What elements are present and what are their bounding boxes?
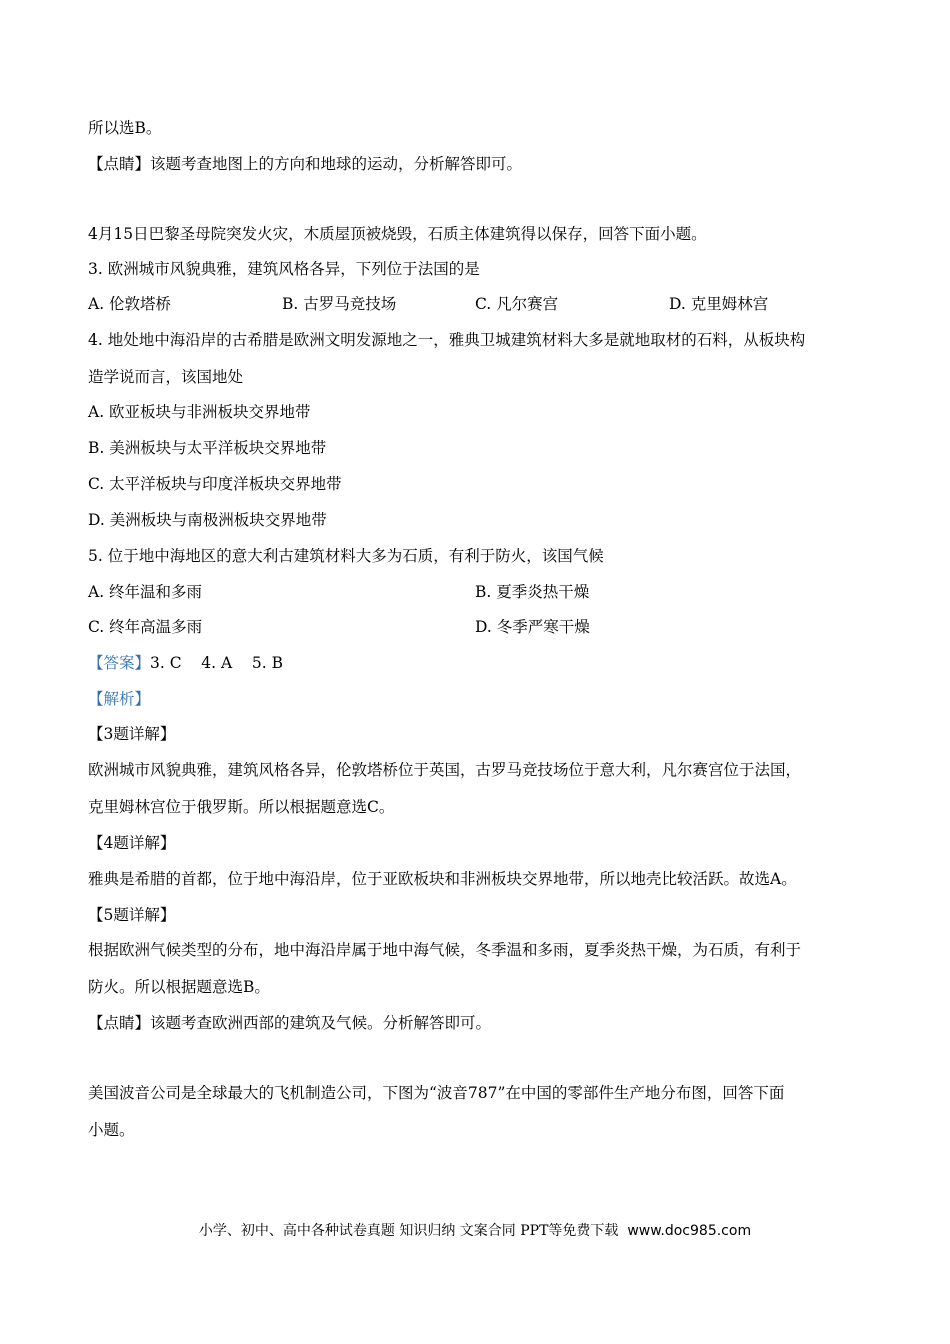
question-3-stem: 3. 欧洲城市风貌典雅，建筑风格各异，下列位于法国的是 xyxy=(88,260,480,278)
page-footer xyxy=(0,1222,950,1240)
detail-4-title: 【4题详解】 xyxy=(88,834,176,852)
detail-4-line1: 雅典是希腊的首都，位于地中海沿岸，位于亚欧板块和非洲板块交界地带，所以地壳比较活跃。故选A。 xyxy=(88,870,797,888)
previous-comment: 【点睛】该题考查地图上的方向和地球的运动，分析解答即可。 xyxy=(88,155,523,173)
q5-option-c: C. 终年高温多雨 xyxy=(88,618,203,636)
answer-label: 【答案】 xyxy=(88,654,151,672)
q3-option-c: C. 凡尔赛宫 xyxy=(475,295,559,313)
q3-option-d: D. 克里姆林宫 xyxy=(669,295,769,313)
analysis-label: 【解析】 xyxy=(88,690,151,708)
next-group-intro-line2: 小题。 xyxy=(88,1121,135,1139)
detail-3-title: 【3题详解】 xyxy=(88,725,176,743)
q5-option-a: A. 终年温和多雨 xyxy=(88,583,203,601)
q5-option-d: D. 冬季严寒干燥 xyxy=(475,618,590,636)
footer-url[interactable]: www.doc985.com xyxy=(627,1223,752,1239)
question-group-intro: 4月15日巴黎圣母院突发火灾，木质屋顶被烧毁，石质主体建筑得以保存，回答下面小题。 xyxy=(88,225,707,243)
question-4-stem-line2: 造学说而言，该国地处 xyxy=(88,368,244,386)
next-group-intro-line1: 美国波音公司是全球最大的飞机制造公司，下图为“波音787”在中国的零部件生产地分布图，回答下面 xyxy=(88,1084,785,1102)
q5-option-b: B. 夏季炎热干燥 xyxy=(475,583,590,601)
q4-option-c: C. 太平洋板块与印度洋板块交界地带 xyxy=(88,475,342,493)
detail-5-line2: 防火。所以根据题意选B。 xyxy=(88,978,270,996)
q4-option-a: A. 欧亚板块与非洲板块交界地带 xyxy=(88,403,311,421)
detail-3-line2: 克里姆林宫位于俄罗斯。所以根据题意选C。 xyxy=(88,798,395,816)
question-5-stem: 5. 位于地中海地区的意大利古建筑材料大多为石质，有利于防火，该国气候 xyxy=(88,547,604,565)
answer-text: 3. C 4. A 5. B xyxy=(150,654,284,672)
previous-answer-line: 所以选B。 xyxy=(88,119,162,137)
q3-option-a: A. 伦敦塔桥 xyxy=(88,295,172,313)
answer-line xyxy=(88,653,283,673)
group-comment: 【点睛】该题考查欧洲西部的建筑及气候。分析解答即可。 xyxy=(88,1014,492,1032)
footer-text: 小学、初中、高中各种试卷真题 知识归纳 文案合同 PPT等免费下载 xyxy=(198,1223,619,1239)
q3-option-b: B. 古罗马竞技场 xyxy=(282,295,397,313)
detail-5-line1: 根据欧洲气候类型的分布，地中海沿岸属于地中海气候，冬季温和多雨，夏季炎热干燥，为石质，有利于 xyxy=(88,941,802,959)
question-4-stem-line1: 4. 地处地中海沿岸的古希腊是欧洲文明发源地之一，雅典卫城建筑材料大多是就地取材的石料，从板块构 xyxy=(88,331,806,349)
detail-5-title: 【5题详解】 xyxy=(88,906,176,924)
q4-option-b: B. 美洲板块与太平洋板块交界地带 xyxy=(88,439,327,457)
q4-option-d: D. 美洲板块与南极洲板块交界地带 xyxy=(88,511,327,529)
detail-3-line1: 欧洲城市风貌典雅，建筑风格各异，伦敦塔桥位于英国，古罗马竞技场位于意大利，凡尔赛宫位于法国， xyxy=(88,761,802,779)
